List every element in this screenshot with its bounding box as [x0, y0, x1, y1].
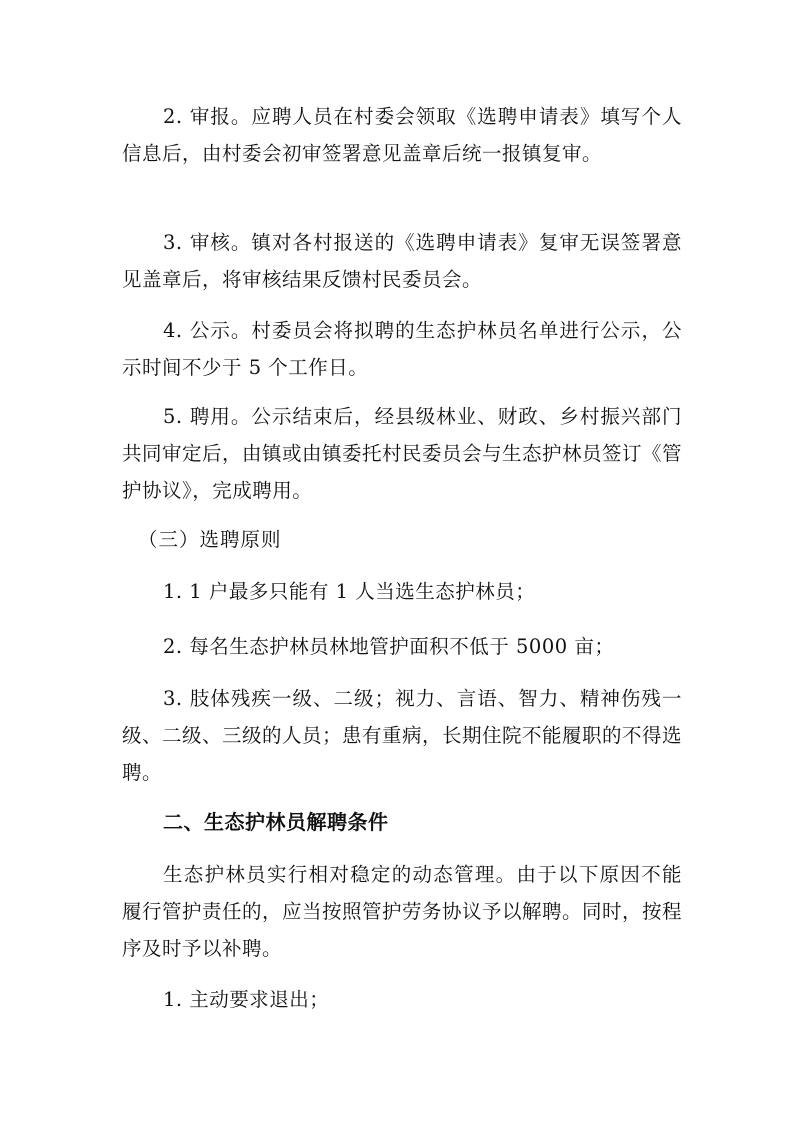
- paragraph-hiring-step: 5. 聘用。公示结束后，经县级林业、财政、乡村振兴部门共同审定后，由镇或由镇委托村民委员会与生态护林员签订《管护协议》，完成聘用。: [122, 405, 683, 502]
- principle-item-1: 1. 1 户最多只能有 1 人当选生态护林员；: [163, 580, 536, 603]
- section-dismissal-heading: 二、生态护林员解聘条件: [163, 810, 389, 834]
- paragraph-application-step: 2. 审报。应聘人员在村委会领取《选聘申请表》填写个人信息后，由村委会初审签署意见盖章后统一报镇复审。: [122, 105, 682, 165]
- paragraph-publicity-step: 4. 公示。村委员会将拟聘的生态护林员名单进行公示，公示时间不少于 5 个工作日。: [122, 319, 682, 379]
- principle-item-2: 2. 每名生态护林员林地管护面积不低于 5000 亩；: [163, 635, 615, 658]
- principle-item-3: 3. 肢体残疾一级、二级；视力、言语、智力、精神伤残一级、二级、三级的人员；患有重病，长期住院不能履职的不得选聘。: [122, 687, 683, 784]
- section-selection-principles-title: （三）选聘原则: [138, 528, 282, 551]
- dismissal-item-1: 1. 主动要求退出；: [163, 988, 330, 1011]
- paragraph-review-step: 3. 审核。镇对各村报送的《选聘申请表》复审无误签署意见盖章后，将审核结果反馈村民委员会。: [122, 231, 682, 291]
- paragraph-dismissal-intro: 生态护林员实行相对稳定的动态管理。由于以下原因不能履行管护责任的，应当按照管护劳务协议予以解聘。同时，按程序及时予以补聘。: [122, 863, 683, 960]
